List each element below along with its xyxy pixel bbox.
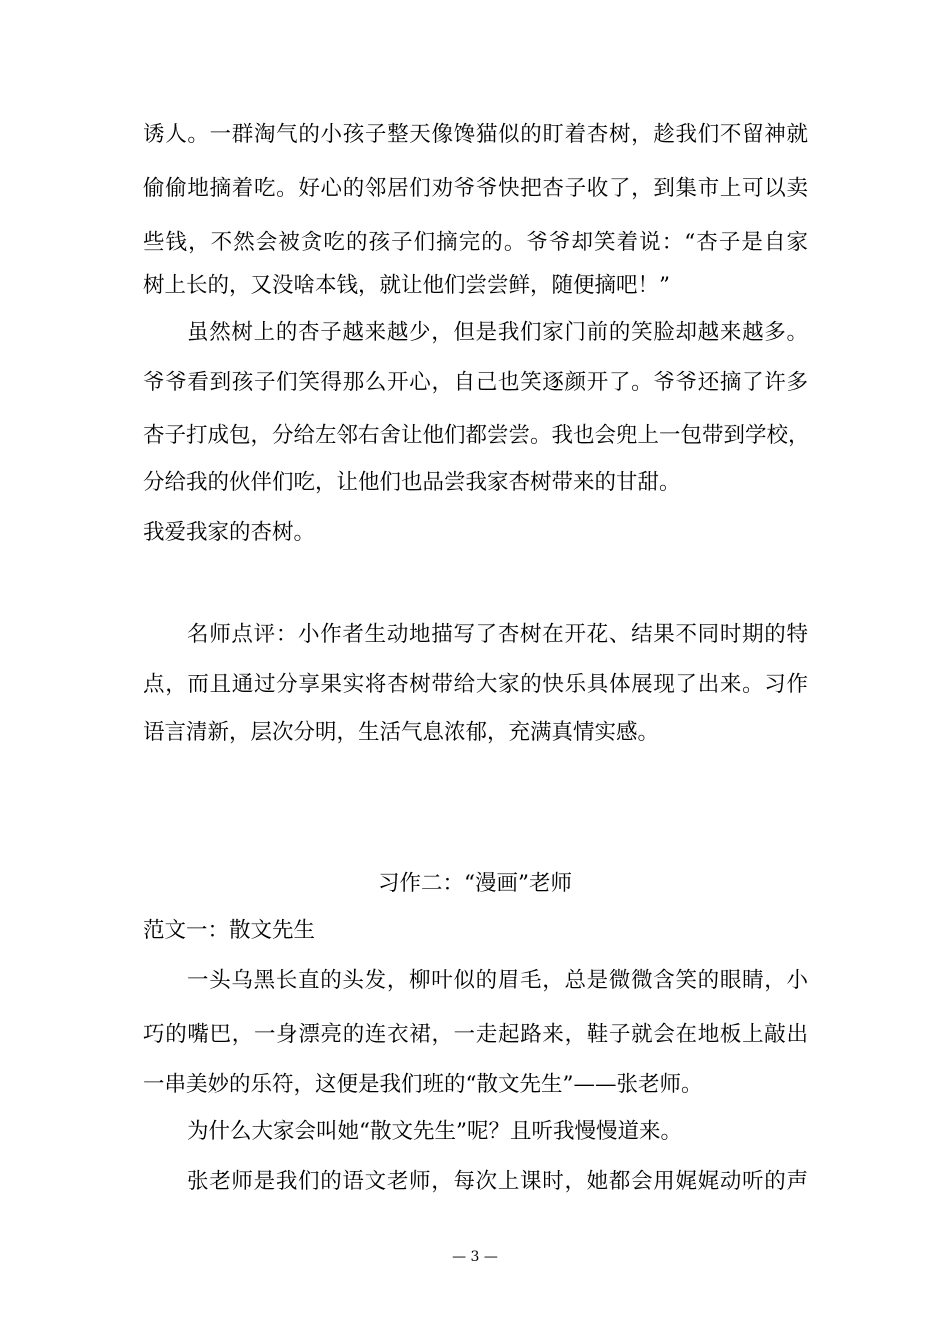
comment-line-1: 名师点评：小作者生动地描写了杏树在开花、结果不同时期的特 — [187, 622, 808, 647]
story2-line-2: 巧的嘴巴，一身漂亮的连衣裙，一走起路来，鞋子就会在地板上敲出 — [143, 1022, 808, 1047]
comment-line-2: 点，而且通过分享果实将杏树带给大家的快乐具体展现了出来。习作 — [143, 672, 808, 697]
section-title: 习作二：“漫画”老师 — [378, 871, 572, 896]
story2-line-5: 张老师是我们的语文老师，每次上课时，她都会用娓娓动听的声 — [187, 1169, 808, 1194]
page-number: — 3 — — [452, 1249, 498, 1265]
story2-line-1: 一头乌黑长直的头发，柳叶似的眉毛，总是微微含笑的眼睛，小 — [187, 968, 808, 993]
story1-line-8: 分给我的伙伴们吃，让他们也品尝我家杏树带来的甘甜。 — [143, 470, 681, 495]
comment-line-3: 语言清新，层次分明，生活气息浓郁，充满真情实感。 — [143, 720, 660, 745]
story1-line-4: 树上长的，又没啥本钱，就让他们尝尝鲜，随便摘吧！” — [143, 273, 670, 298]
story1-line-5: 虽然树上的杏子越来越少，但是我们家门前的笑脸却越来越多。 — [187, 320, 808, 345]
story2-line-4: 为什么大家会叫她“散文先生”呢？且听我慢慢道来。 — [187, 1119, 682, 1144]
story1-line-3: 些钱，不然会被贪吃的孩子们摘完的。爷爷却笑着说：“杏子是自家 — [143, 230, 808, 255]
story1-line-1: 诱人。一群淘气的小孩子整天像馋猫似的盯着杏树，趁我们不留神就 — [143, 122, 808, 147]
story1-line-2: 偷偷地摘着吃。好心的邻居们劝爷爷快把杏子收了，到集市上可以卖 — [143, 176, 808, 201]
story1-line-7: 杏子打成包，分给左邻右舍让他们都尝尝。我也会兜上一包带到学校， — [143, 423, 810, 448]
story2-line-3: 一串美妙的乐符，这便是我们班的“散文先生”——张老师。 — [143, 1072, 703, 1097]
essay-label: 范文一：散文先生 — [143, 918, 316, 943]
story1-line-9: 我爱我家的杏树。 — [143, 520, 316, 545]
story1-line-6: 爷爷看到孩子们笑得那么开心，自己也笑逐颜开了。爷爷还摘了许多 — [143, 370, 808, 395]
